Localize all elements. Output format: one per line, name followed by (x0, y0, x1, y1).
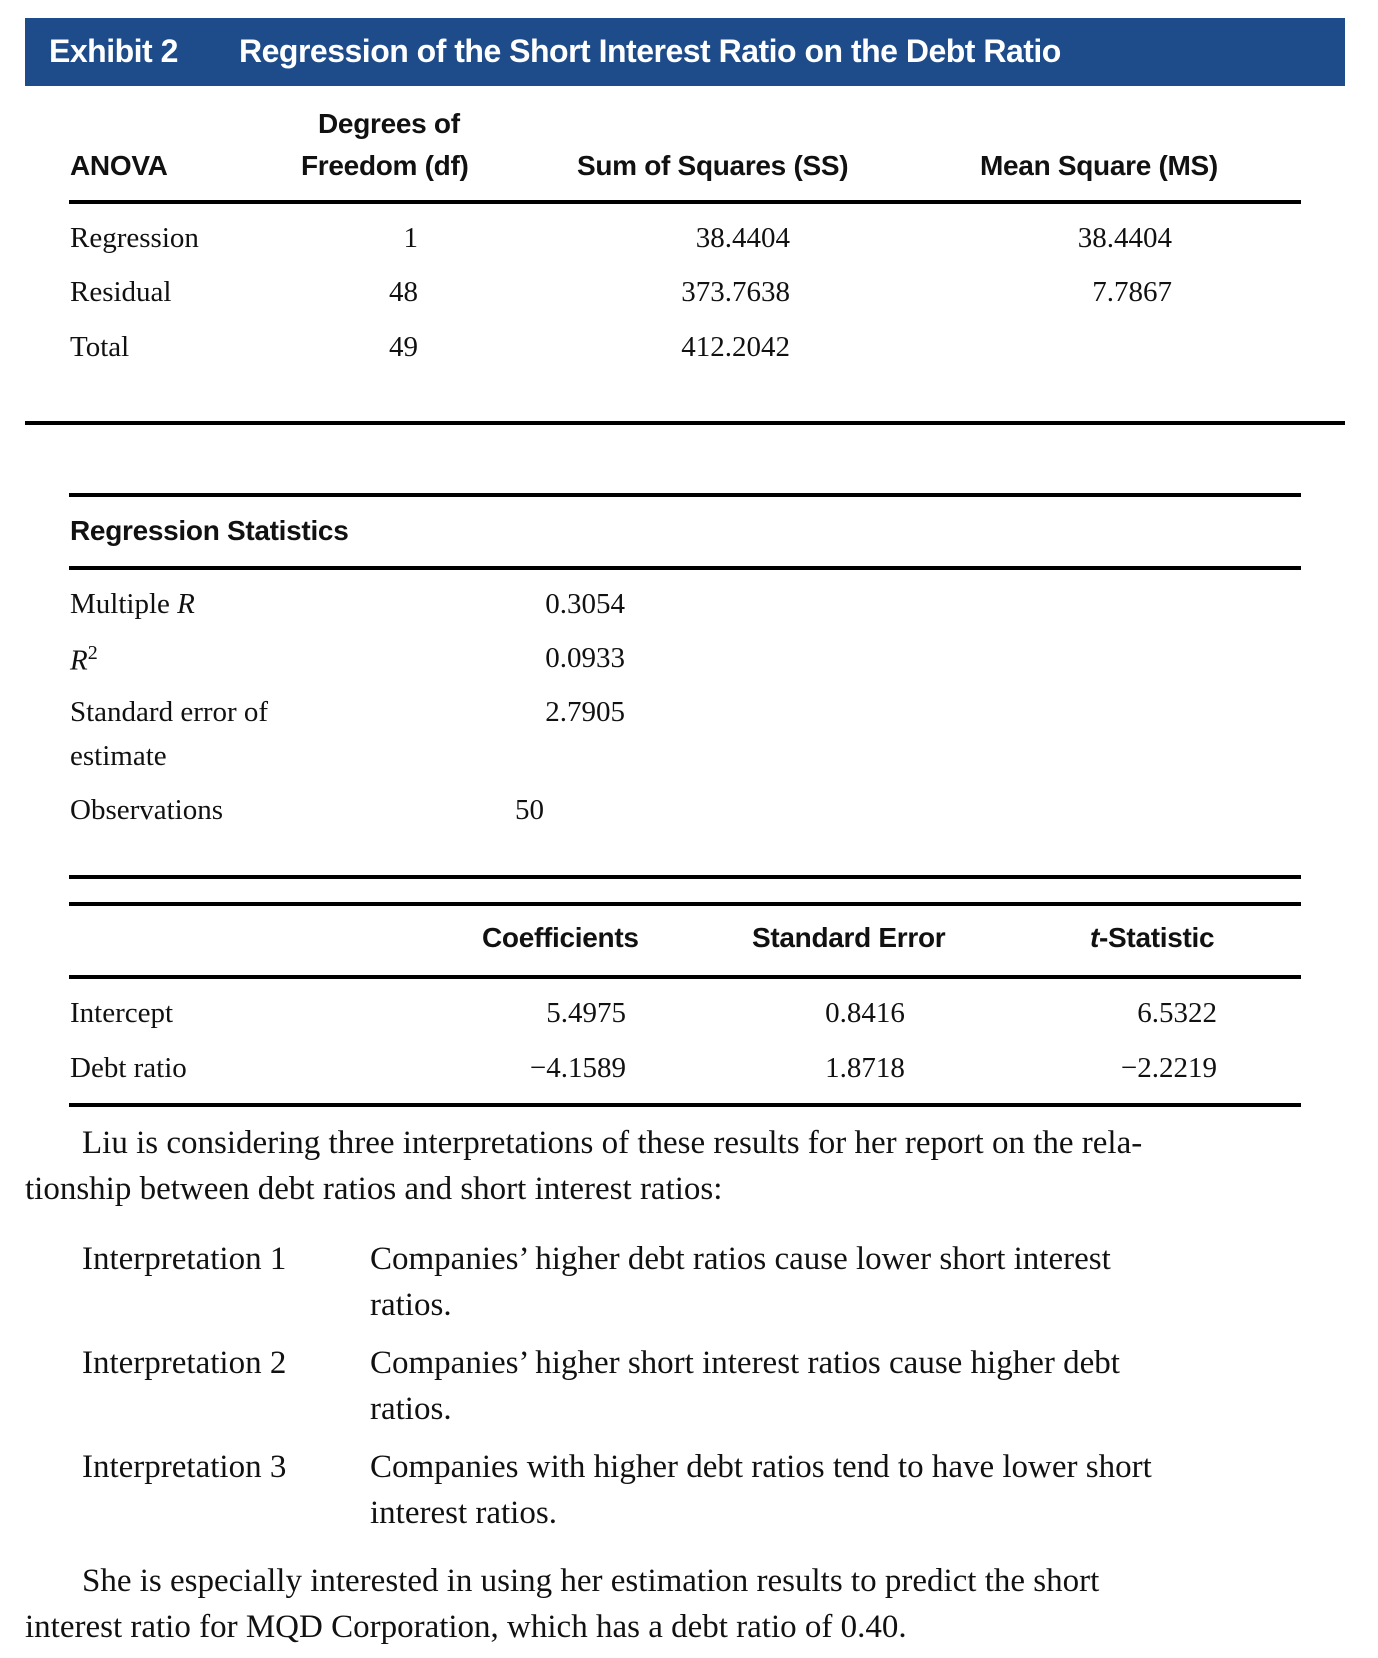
interpretation-text-line2: interest ratios. (370, 1495, 557, 1531)
coef-bottom-rule (69, 1103, 1301, 1107)
closing-line-1: She is especially interested in using her estimation results to predict the short (82, 1563, 1100, 1599)
interpretation-label: Interpretation 1 (82, 1241, 287, 1277)
intro-line-1: Liu is considering three interpretations of these results for her report on the rela- (82, 1125, 1143, 1161)
anova-df: 1 (403, 222, 418, 254)
anova-df: 48 (389, 276, 418, 308)
coef-se: 1.8718 (825, 1052, 905, 1084)
anova-source: Regression (70, 222, 199, 254)
coef-term: Debt ratio (70, 1052, 187, 1084)
regstats-label: Observations (70, 794, 224, 826)
regstats-value: 2.7905 (545, 696, 625, 728)
exhibit-title-bar (25, 18, 1345, 86)
anova-source: Total (70, 331, 130, 363)
regstats-header-rule (69, 566, 1301, 570)
anova-ss: 412.2042 (681, 331, 790, 363)
interpretation-text-line2: ratios. (370, 1287, 452, 1323)
coef-se: 0.8416 (825, 997, 905, 1029)
interpretation-text-line1: Companies with higher debt ratios tend to have lower short (370, 1449, 1152, 1485)
anova-bottom-rule (25, 421, 1345, 425)
regstats-value: 0.0933 (545, 642, 625, 674)
coef-header-rule (69, 975, 1301, 979)
regstats-value: 0.3054 (545, 588, 625, 620)
regstats-top-rule (69, 493, 1301, 497)
anova-ms: 38.4404 (1077, 222, 1172, 254)
regstats-label: Multiple R (70, 588, 195, 620)
anova-header-df-line2: Freedom (df) (301, 150, 469, 181)
anova-header-rule (69, 200, 1301, 204)
coef-value: −4.1589 (529, 1052, 626, 1084)
regstats-heading: Regression Statistics (70, 515, 349, 546)
interpretation-text-line1: Companies’ higher debt ratios cause lower short interest (370, 1241, 1111, 1277)
regstats-label-line1: Standard error of (70, 696, 269, 728)
coef-value: 5.4975 (546, 997, 626, 1029)
coef-top-rule-2 (69, 902, 1301, 906)
closing-line-2: interest ratio for MQD Corporation, which has a debt ratio of 0.40. (25, 1609, 907, 1645)
exhibit-title: Regression of the Short Interest Ratio on the Debt Ratio (239, 33, 1061, 69)
anova-df: 49 (389, 331, 418, 363)
coef-top-rule-1 (69, 875, 1301, 879)
interpretation-label: Interpretation 3 (82, 1449, 287, 1485)
coef-header-coefficients: Coefficients (482, 922, 639, 953)
intro-line-2: tionship between debt ratios and short interest ratios: (25, 1171, 723, 1207)
regstats-label-line2: estimate (70, 740, 167, 772)
anova-header-df-line1: Degrees of (318, 108, 460, 139)
anova-ss: 38.4404 (695, 222, 790, 254)
coef-term: Intercept (70, 997, 174, 1029)
anova-source: Residual (70, 276, 172, 308)
anova-header-ss: Sum of Squares (SS) (577, 150, 849, 181)
interpretation-text-line1: Companies’ higher short interest ratios cause higher debt (370, 1345, 1120, 1381)
exhibit-label: Exhibit 2 (49, 33, 178, 69)
anova-header-ms: Mean Square (MS) (980, 150, 1218, 181)
regstats-value: 50 (515, 794, 544, 826)
coef-header-t-statistic: t-Statistic (1090, 922, 1215, 953)
coef-t: −2.2219 (1120, 1052, 1217, 1084)
interpretation-text-line2: ratios. (370, 1391, 452, 1427)
anova-header-source: ANOVA (70, 150, 168, 181)
anova-ss: 373.7638 (681, 276, 790, 308)
anova-ms: 7.7867 (1092, 276, 1172, 308)
regstats-label: $R^2$ (70, 642, 98, 677)
coef-header-standard-error: Standard Error (752, 922, 946, 953)
interpretation-label: Interpretation 2 (82, 1345, 287, 1381)
coef-t: 6.5322 (1137, 997, 1217, 1029)
